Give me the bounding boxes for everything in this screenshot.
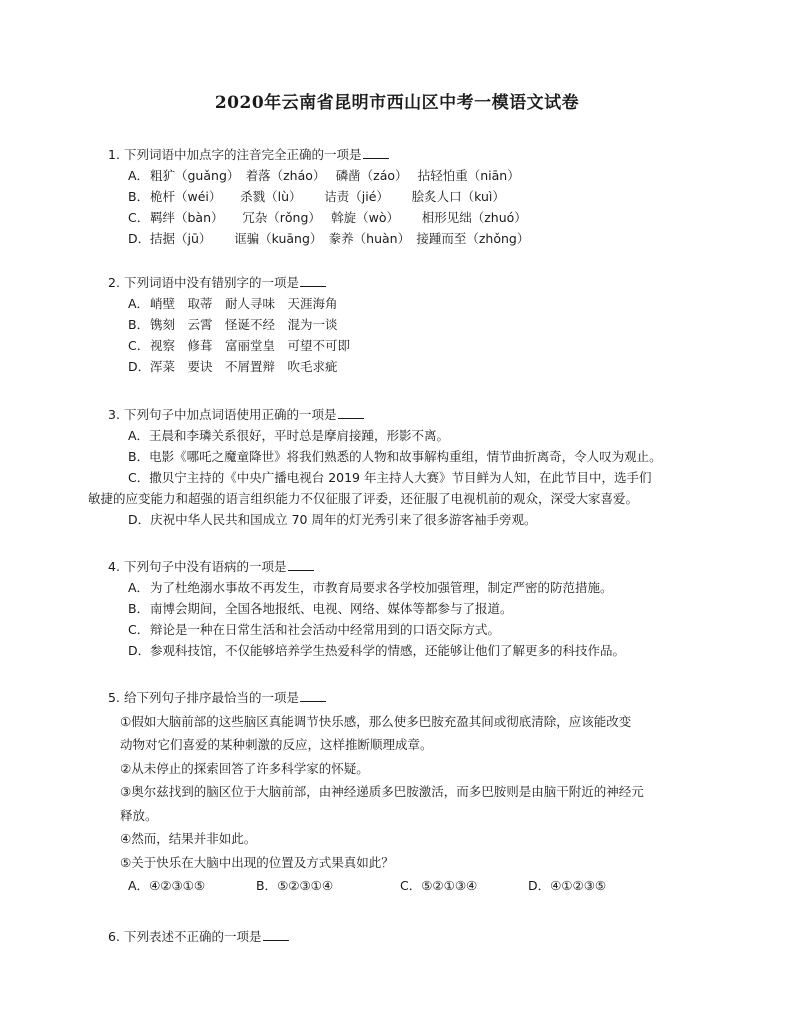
choice-c[interactable]: C．⑤②①③④ — [399, 878, 478, 893]
option-c[interactable]: C．羁绊（bàn） 冗杂（rǒng） 斡旋（wò） 相形见绌（zhuó） — [128, 210, 527, 225]
answer-blank[interactable] — [300, 688, 326, 702]
option-b[interactable]: B．桅杆（wéi） 杀戮（lù） 诘责（jié） 脍炙人口（kuì） — [128, 189, 505, 204]
sentence-1: ①假如大脑前部的这些脑区真能调节快乐感，那么使多巴胺充盈其间或彻底清除，应该能改变 — [120, 713, 632, 729]
option-b[interactable]: B．南博会期间，全国各地报纸、电视、网络、媒体等都参与了报道。 — [128, 601, 513, 616]
answer-blank[interactable] — [288, 557, 314, 571]
question-4 — [108, 556, 708, 661]
sentence-2: ②从未停止的探索回答了许多科学家的怀疑。 — [120, 760, 369, 776]
question-stem: 2. 下列词语中没有错别字的一项是 — [108, 272, 708, 293]
page-title: 2020年云南省昆明市西山区中考一模语文试卷 — [214, 93, 580, 113]
choice-d[interactable]: D．④①②③⑤ — [527, 878, 607, 893]
sentence-3: ③奥尔兹找到的脑区位于大脑前部，由神经递质多巴胺激活，而多巴胺则是由脑干附近的神经元 — [120, 784, 644, 799]
option-c[interactable]: C．视察 修葺 富丽堂皇 可望不可即 — [128, 338, 351, 353]
choice-row — [108, 874, 708, 898]
option-c[interactable]: C．撒贝宁主持的《中央广播电视台 2019 年主持人大赛》节目鲜为人知，在此节目中，选手们 — [128, 470, 652, 485]
question-stem: 1. 下列词语中加点字的注音完全正确的一项是 — [108, 144, 708, 165]
option-a[interactable]: A．峭壁 取蒂 耐人寻味 天涯海角 — [128, 296, 338, 311]
question-1 — [108, 144, 708, 249]
option-d[interactable]: D．拮据（jū） 诓骗（kuāng） 豢养（huàn） 接踵而至（zhǒng） — [128, 231, 530, 246]
question-stem: 6. 下列表述不正确的一项是 — [108, 926, 708, 947]
question-stem: 3. 下列句子中加点词语使用正确的一项是 — [108, 404, 718, 425]
sentence-5: ⑤关于快乐在大脑中出现的位置及方式果真如此？ — [120, 854, 394, 870]
answer-blank[interactable] — [263, 927, 289, 941]
sentence-4: ④然而，结果并非如此。 — [120, 831, 257, 846]
sentence-3-continuation: 释放。 — [120, 807, 158, 823]
question-stem: 4. 下列句子中没有语病的一项是 — [108, 556, 708, 577]
question-stem: 5. 给下列句子排序最恰当的一项是 — [108, 686, 708, 710]
option-c-continuation: 敏捷的应变能力和超强的语言组织能力不仅征服了评委，还征服了电视机前的观众，深受大家喜爱。 — [88, 491, 639, 506]
choice-a[interactable]: A．④②③①⑤ — [128, 878, 206, 893]
sentence-1-continuation: 动物对它们喜爱的某种刺激的反应，这样推断顺理成章。 — [120, 737, 433, 752]
question-5 — [108, 686, 708, 898]
choice-b[interactable]: B．⑤②③①④ — [255, 878, 334, 893]
option-a[interactable]: A．王晨和李璘关系很好，平时总是摩肩接踵，形影不离。 — [128, 428, 450, 443]
option-d[interactable]: D．庆祝中华人民共和国成立 70 周年的灯光秀引来了很多游客袖手旁观。 — [128, 512, 537, 527]
option-a[interactable]: A．粗犷（guǎng） 着落（zháo） 磷凿（záo） 拈轻怕重（niān） — [128, 168, 520, 183]
answer-blank[interactable] — [300, 273, 326, 287]
question-3 — [88, 404, 718, 530]
option-c[interactable]: C．辩论是一种在日常生活和社会活动中经常用到的口语交际方式。 — [128, 622, 501, 637]
option-a[interactable]: A．为了杜绝溺水事故不再发生，市教育局要求各学校加强管理，制定严密的防范措施。 — [128, 580, 613, 595]
option-d[interactable]: D．浑菜 要诀 不屑置辩 吹毛求疵 — [128, 359, 338, 374]
answer-blank[interactable] — [363, 145, 389, 159]
question-2 — [108, 272, 708, 377]
option-b[interactable]: B．电影《哪吒之魔童降世》将我们熟悉的人物和故事解构重组，情节曲折离奇，令人叹为观止。 — [128, 449, 662, 464]
option-b[interactable]: B．镌刻 云霄 怪诞不经 混为一谈 — [128, 317, 338, 332]
answer-blank[interactable] — [338, 405, 364, 419]
question-6 — [108, 926, 708, 947]
option-d[interactable]: D．参观科技馆，不仅能够培养学生热爱科学的情感，还能够让他们了解更多的科技作品。 — [128, 643, 626, 658]
